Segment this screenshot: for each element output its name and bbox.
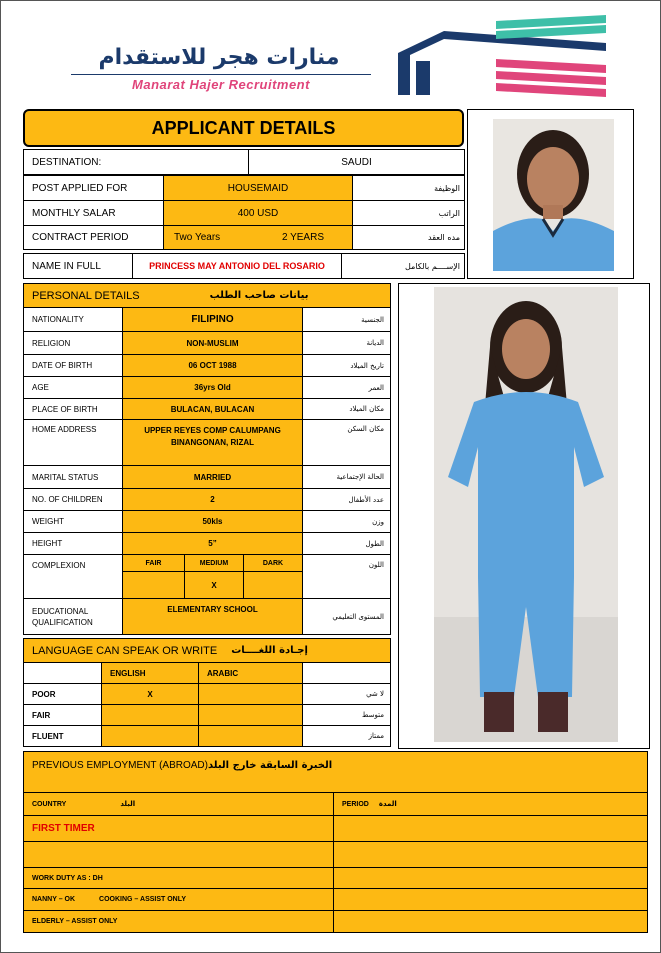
- weight-arabic: وزن: [302, 510, 391, 533]
- logo-arabic-text: منارات هجر للاستقدام: [98, 45, 340, 70]
- dob-arabic: تاريخ الميلاد: [302, 354, 391, 377]
- children-arabic: عدد الأطفال: [302, 488, 391, 511]
- work-duty-period: [333, 867, 648, 889]
- education-value: ELEMENTARY SCHOOL: [122, 598, 303, 635]
- dob-value: 06 OCT 1988: [122, 354, 303, 377]
- height-label: HEIGHT: [23, 532, 123, 555]
- age-value: 36yrs Old: [122, 376, 303, 399]
- fluent-english-mark: [101, 725, 199, 747]
- contract-value-cell: [163, 225, 353, 250]
- age-label: AGE: [23, 376, 123, 399]
- logo-english-text: Manarat Hajer Recruitment: [132, 77, 310, 92]
- address-arabic: مكان السكن: [302, 419, 391, 466]
- language-blank-head-ar: [302, 662, 391, 684]
- marital-label: MARITAL STATUS: [23, 465, 123, 489]
- children-value: 2: [122, 488, 303, 511]
- complexion-arabic: اللون: [302, 554, 391, 599]
- period-label: PERIOD: [342, 800, 369, 808]
- religion-arabic: الديانة: [302, 331, 391, 355]
- nationality-arabic: الجنسية: [302, 307, 391, 332]
- salary-value: 400 USD: [163, 200, 353, 226]
- complexion-fair: FAIR: [122, 554, 185, 572]
- nationality-value: FILIPINO: [122, 307, 303, 332]
- personal-details-title-ar: بيانات صاحب الطلب: [209, 290, 309, 301]
- address-value: UPPER REYES COMP CALUMPANG BINANGONAN, RIZAL: [122, 419, 303, 466]
- period-label-cell: [333, 792, 648, 816]
- fair-label: FAIR: [23, 704, 102, 726]
- post-value: HOUSEMAID: [163, 175, 353, 201]
- name-value: PRINCESS MAY ANTONIO DEL ROSARIO: [132, 253, 342, 279]
- first-timer: FIRST TIMER: [23, 815, 334, 842]
- nanny-duty: NANNY – OK: [32, 896, 76, 903]
- pob-label: PLACE OF BIRTH: [23, 398, 123, 420]
- employment-title-ar: الخبرة السابقة خارج البلد: [207, 760, 333, 771]
- poor-english-mark: X: [101, 683, 199, 705]
- name-arabic: الإســــم بالكامل: [341, 253, 465, 279]
- fair-english-mark: [101, 704, 199, 726]
- work-duty: WORK DUTY AS : DH: [23, 867, 334, 889]
- blank-row-period: [333, 841, 648, 868]
- cooking-duty: COOKING – ASSIST ONLY: [99, 896, 187, 903]
- complexion-medium-mark: X: [184, 571, 244, 599]
- destination-label: DESTINATION:: [23, 149, 249, 175]
- fluent-arabic-mark: [198, 725, 303, 747]
- dob-label: DATE OF BIRTH: [23, 354, 123, 377]
- nationality-label: NATIONALITY: [23, 307, 123, 332]
- destination-value: SAUDI: [248, 149, 465, 175]
- logo-divider: [71, 74, 371, 75]
- marital-arabic: الحالة الإجتماعية: [302, 465, 391, 489]
- page-title-box: [23, 109, 464, 147]
- contract-arabic: مده العقد: [352, 225, 465, 250]
- language-blank-head: [23, 662, 102, 684]
- fullbody-photo-frame: [398, 283, 650, 749]
- age-arabic: العمر: [302, 376, 391, 399]
- elderly-period: [333, 910, 648, 933]
- weight-value: 50kls: [122, 510, 303, 533]
- complexion-medium: MEDIUM: [184, 554, 244, 572]
- height-arabic: الطول: [302, 532, 391, 555]
- contract-value-years: 2 YEARS: [281, 232, 324, 243]
- headshot-photo-frame: [467, 109, 634, 279]
- country-arabic: البلد: [120, 800, 136, 808]
- pob-value: BULACAN, BULACAN: [122, 398, 303, 420]
- pob-arabic: مكان الميلاد: [302, 398, 391, 420]
- contract-label: CONTRACT PERIOD: [23, 225, 164, 250]
- nanny-period: [333, 888, 648, 911]
- fluent-arabic: ممتاز: [302, 725, 391, 747]
- post-label: POST APPLIED FOR: [23, 175, 164, 201]
- poor-arabic: لا شي: [302, 683, 391, 705]
- period-arabic: المدة: [378, 800, 397, 808]
- religion-value: NON-MUSLIM: [122, 331, 303, 355]
- religion-label: RELIGION: [23, 331, 123, 355]
- fair-arabic: متوسط: [302, 704, 391, 726]
- salary-label: MONTHLY SALAR: [23, 200, 164, 226]
- language-arabic-head: ARABIC: [198, 662, 303, 684]
- complexion-dark: DARK: [243, 554, 303, 572]
- personal-details-header: [23, 283, 391, 308]
- fair-arabic-mark: [198, 704, 303, 726]
- education-label: EDUCATIONAL QUALIFICATION: [23, 598, 123, 635]
- fullbody-photo: [434, 287, 618, 742]
- blank-row-country: [23, 841, 334, 868]
- address-label: HOME ADDRESS: [23, 419, 123, 466]
- language-title-ar: إجـادة اللغــــات: [231, 645, 308, 656]
- poor-label: POOR: [23, 683, 102, 705]
- contract-value-text: Two Years: [174, 232, 221, 243]
- language-header: [23, 638, 391, 663]
- employment-title: PREVIOUS EMPLOYMENT (ABROAD): [32, 760, 208, 771]
- country-label-cell: [23, 792, 334, 816]
- height-value: 5”: [122, 532, 303, 555]
- country-label: COUNTRY: [32, 800, 67, 808]
- employment-header: [23, 751, 648, 793]
- complexion-dark-box: [243, 571, 303, 599]
- personal-details-title: PERSONAL DETAILS: [32, 289, 140, 302]
- marital-value: MARRIED: [122, 465, 303, 489]
- weight-label: WEIGHT: [23, 510, 123, 533]
- salary-arabic: الراتب: [352, 200, 465, 226]
- complexion-label: COMPLEXION: [23, 554, 123, 599]
- headshot-photo: [493, 119, 614, 271]
- poor-arabic-mark: [198, 683, 303, 705]
- nanny-cooking-row: [23, 888, 334, 911]
- first-timer-period: [333, 815, 648, 842]
- company-logo: [61, 41, 391, 96]
- education-arabic: المستوى التعليمي: [302, 598, 391, 635]
- complexion-fair-box: [122, 571, 185, 599]
- language-title: LANGUAGE CAN SPEAK OR WRITE: [32, 644, 218, 657]
- page-title: APPLICANT DETAILS: [151, 117, 336, 138]
- post-arabic: الوظيفة: [352, 175, 465, 201]
- language-english-head: ENGLISH: [101, 662, 199, 684]
- logo-house-icon: [396, 13, 606, 97]
- name-label: NAME IN FULL: [23, 253, 133, 279]
- elderly-duty: ELDERLY – ASSIST ONLY: [23, 910, 334, 933]
- children-label: NO. OF CHILDREN: [23, 488, 123, 511]
- fluent-label: FLUENT: [23, 725, 102, 747]
